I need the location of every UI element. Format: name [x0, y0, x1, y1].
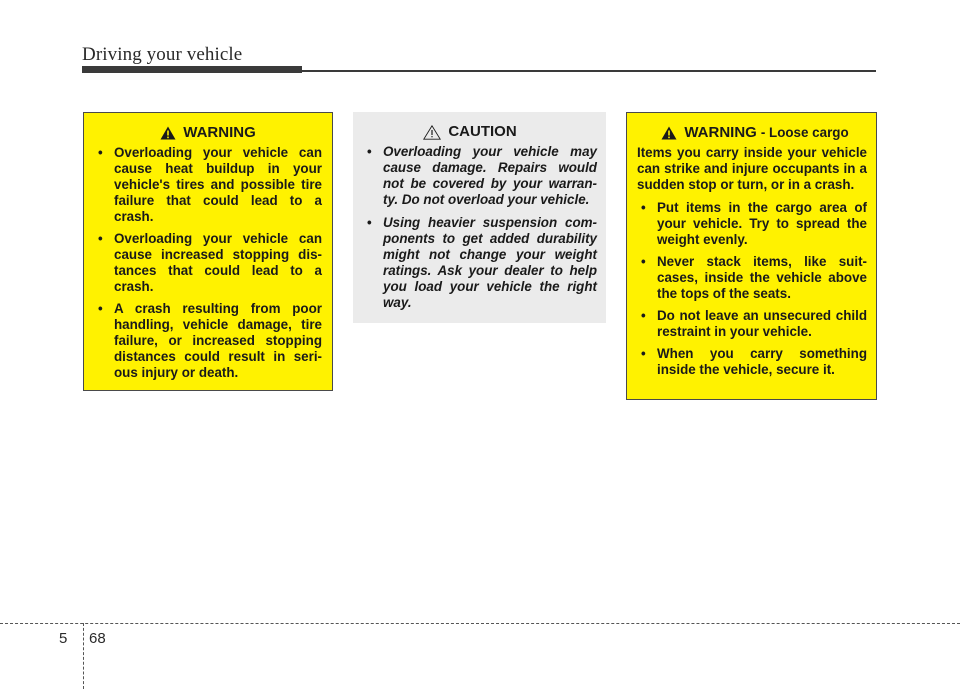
list-item: • Put items in the cargo area of your vehicle. Try to spread the weight evenly.	[637, 200, 867, 248]
warning-triangle-icon	[661, 126, 677, 140]
list-item: • A crash resulting from poor handling, vehicle damage, tire failure, or increased stopping distances could result in seri-ous injury or death.	[94, 301, 322, 381]
header-rule-thick	[82, 66, 302, 73]
list-item: • Overloading your vehicle can cause increased stopping dis-tances that could lead to a crash.	[94, 231, 322, 295]
section-title: Driving your vehicle	[82, 44, 243, 65]
chapter-number: 5	[59, 630, 68, 647]
warning-bullet-list	[94, 145, 322, 381]
warning-box-loose-cargo	[626, 112, 877, 400]
warning-box-overloading	[83, 112, 333, 391]
caution-box-overloading	[353, 112, 606, 323]
warning-intro: Items you carry inside your vehicle can strike and injure occupants in a sudden stop or turn, or in a crash.	[637, 145, 867, 192]
warning-subheading: - Loose cargo	[760, 125, 849, 140]
list-item: • Never stack items, like suit-cases, inside the vehicle above the tops of the seats.	[637, 254, 867, 302]
list-item: • When you carry something inside the vehicle, secure it.	[637, 346, 867, 378]
caution-box-heading	[343, 123, 597, 141]
list-item: • Overloading your vehicle can cause heat buildup in your vehicle's tires and possible tire failure that could lead to a crash.	[94, 145, 322, 225]
warning-triangle-icon	[160, 126, 176, 140]
footer-vertical-divider	[83, 623, 84, 689]
warning-label: WARNING	[183, 124, 256, 141]
list-item: • Do not leave an unsecured child restraint in your vehicle.	[637, 308, 867, 340]
list-item: • Overloading your vehicle may cause damage. Repairs would not be covered by your warran-ty. Do not overload your vehicle.	[363, 144, 597, 208]
warning-label: WARNING	[684, 124, 757, 141]
header-rule-thin	[302, 70, 876, 72]
warning-box-heading	[94, 124, 322, 142]
page-number: 68	[89, 630, 106, 647]
caution-bullet-list	[363, 144, 597, 311]
warning-bullet-list	[637, 200, 867, 378]
warning-box-heading	[643, 124, 867, 142]
list-item: • Using heavier suspension com-ponents to get added durability might not change your weight ratings. Ask your dealer to help you load your vehicle the right way.	[363, 215, 597, 311]
caution-triangle-icon	[423, 125, 441, 140]
caution-label: CAUTION	[448, 123, 517, 140]
footer-divider	[0, 623, 960, 624]
